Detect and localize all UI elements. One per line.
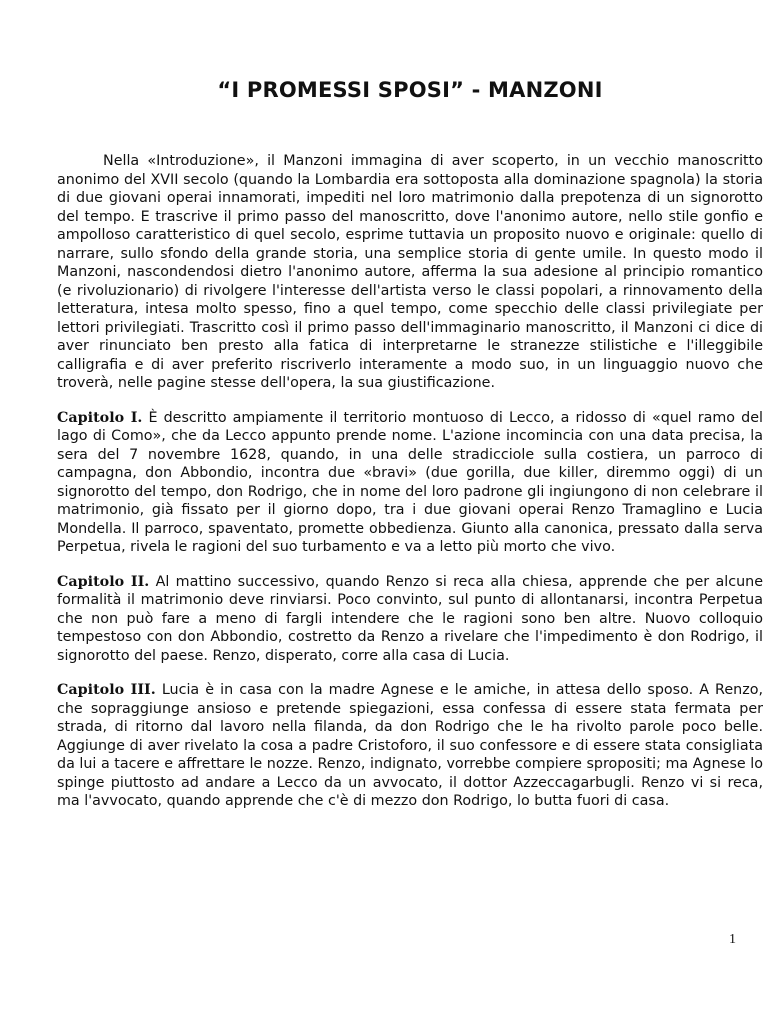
chapter-2-text: Al mattino successivo, quando Renzo si reca alla chiesa, apprende che per alcune formalità il matrimonio deve rinviarsi. Poco convinto, sul punto di allontanarsi, incontra Perpetua che non può fare a meno di fargli intendere che le ragioni sono ben altre. Nuovo colloquio tempestoso con don Abbondio, costretto da Renzo a rivelare che l'impedimento è don Rodrigo, il signorotto del paese. Renzo, disperato, corre alla casa di Lucia. bbox=[57, 573, 764, 664]
page-title: “I PROMESSI SPOSI” - MANZONI bbox=[217, 78, 603, 102]
chapter-1-label: Capitolo I. bbox=[57, 409, 143, 426]
chapter-2-label: Capitolo II. bbox=[57, 573, 150, 590]
intro-paragraph: Nella «Introduzione», il Manzoni immagina di aver scoperto, in un vecchio manoscritto anonimo del XVII secolo (quando la Lombardia era sottoposta alla dominazione spagnola) la storia di due giovani operai innamorati, impediti nel loro matrimonio dalla prepotenza di un signorotto del tempo. E trascrive il primo passo del manoscritto, dove l'anonimo autore, nello stile gonfio e ampolloso caratteristico di quel secolo, esprime tuttavia un proposito nuovo e originale: quello di narrare, sullo sfondo della grande storia, una semplice storia di gente umile. In questo modo il Manzoni, nascondendosi dietro l'anonimo autore, afferma la sua adesione al principio romantico (e rivoluzionario) di rivolgere l'interesse dell'artista verso le classi popolari, a rinnovamento della letteratura, intesa molto spesso, fino a quel tempo, come specchio delle classi privilegiate per lettori privilegiati. Trascritto così il primo passo dell'immaginario manoscritto, il Manzoni ci dice di aver rinunciato ben presto alla fatica di interpretarne le stranezze stilistiche e l'illeggibile calligrafia e di aver preferito riscriverlo interamente a modo suo, in un linguaggio nuovo che troverà, nelle pagine stesse dell'opera, la sua giustificazione. bbox=[57, 153, 763, 391]
chapter-2-paragraph bbox=[57, 573, 763, 666]
chapter-3-paragraph bbox=[57, 681, 763, 811]
chapter-3-text: Lucia è in casa con la madre Agnese e le amiche, in attesa dello sposo. A Renzo, che sopraggiunge ansioso e pretende spiegazioni, essa confessa di essere stata fermata per strada, di ritorno dal lavoro nella filanda, da don Rodrigo che le ha rivolto parole poco belle. Aggiunge di aver rivelato la cosa a padre Cristoforo, il suo confessore e di essere stata consigliata da lui a tacere e affrettare le nozze. Renzo, indignato, vorrebbe compiere spropositi; ma Agnese lo spinge piuttosto ad andare a Lecco da un avvocato, il dottor Azzeccagarbugli. Renzo vi si reca, ma l'avvocato, quando apprende che c'è di mezzo don Rodrigo, lo butta fuori di casa. bbox=[57, 682, 763, 809]
chapter-3-label: Capitolo III. bbox=[57, 682, 156, 698]
document-page bbox=[57, 78, 763, 811]
chapter-1-paragraph bbox=[57, 409, 763, 557]
page-number: 1 bbox=[729, 932, 736, 947]
chapter-1-text: È descritto ampiamente il territorio montuoso di Lecco, a ridosso di «quel ramo del lago di Como», che da Lecco appunto prende nome. L'azione incomincia con una data precisa, la sera del 7 novembre 1628, quando, in una delle stradicciole sulla costiera, un parroco di campagna, don Abbondio, incontra due «bravi» (due gorilla, due killer, diremmo oggi) di un signorotto del tempo, don Rodrigo, che in nome del loro padrone gli ingiungono di non celebrare il matrimonio, già fissato per il giorno dopo, tra i due giovani operai Renzo Tramaglino e Lucia Mondella. Il parroco, spaventato, promette obbedienza. Giunto alla canonica, pressato dalla serva Perpetua, rivela le ragioni del suo turbamento e va a letto più morto che vivo. bbox=[57, 409, 763, 555]
